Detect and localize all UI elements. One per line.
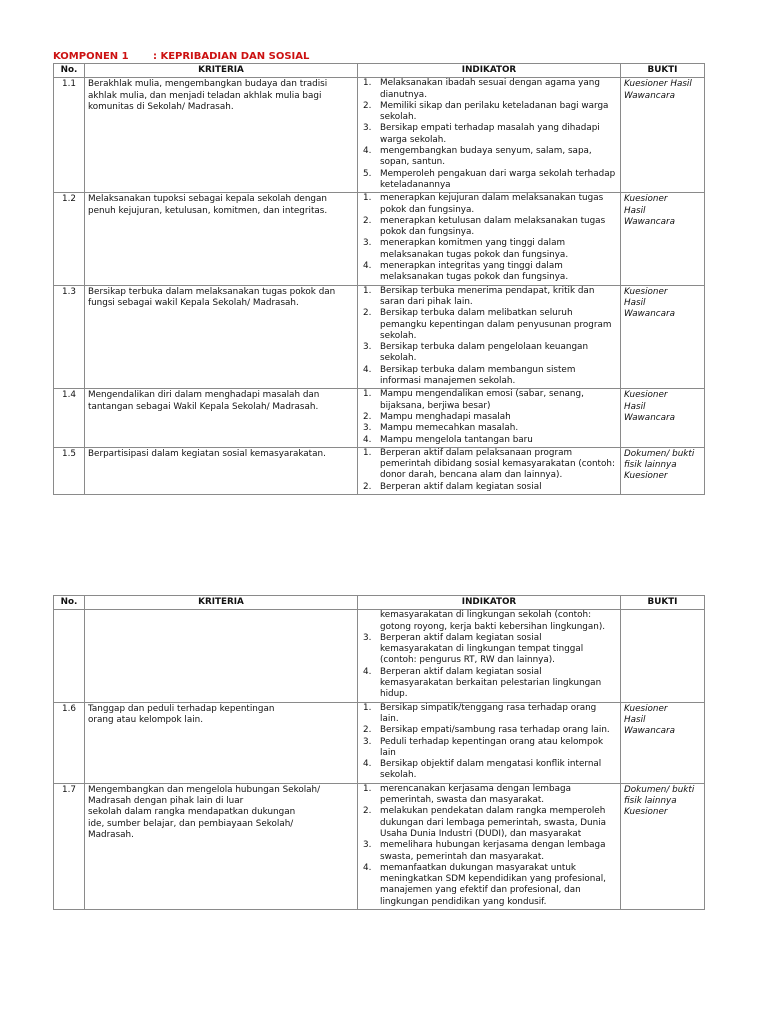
table-row: [54, 389, 705, 447]
header-bukti: BUKTI: [621, 596, 705, 610]
list-item: 1. Mampu mengendalikan emosi (sabar, senang, bijaksana, berjiwa besar): [363, 389, 584, 411]
kriteria-cell: Berakhlak mulia, mengembangkan budaya dan tradisi akhlak mulia, dan menjadi teladan akhlak mulia bagi komunitas di Sekolah/ Madrasah.: [85, 78, 358, 193]
list-item: 3. Mampu memecahkan masalah.: [363, 423, 519, 434]
list-item: 1. Berperan aktif dalam pelaksanaan program pemerintah dibidang sosial kemasyarakatan (contoh: donor darah, bencana alam dan lainnya).: [363, 447, 615, 481]
header-indikator: INDIKATOR: [358, 64, 621, 78]
indikator-list: [361, 286, 617, 388]
header-kriteria: KRITERIA: [85, 64, 358, 78]
bukti-cell: Kuesioner Hasil Wawancara: [621, 285, 705, 389]
header-no: No.: [54, 64, 85, 78]
indikator-list: [361, 193, 617, 283]
list-item: 1. menerapkan kejujuran dalam melaksanakan tugas pokok dan fungsinya.: [363, 193, 604, 215]
list-item: 3. Peduli terhadap kepentingan orang atau kelompok lain: [363, 736, 604, 758]
indikator-cell: [358, 78, 621, 193]
row-number: 1.7: [54, 783, 85, 909]
continued-text: kemasyarakatan di lingkungan sekolah (contoh: gotong royong, kerja bakti kebersihan lingkungan).: [380, 610, 606, 632]
kriteria-cell: Berpartisipasi dalam kegiatan sosial kemasyarakatan.: [85, 447, 358, 494]
indikator-list: [361, 633, 617, 701]
list-item: 3. Berperan aktif dalam kegiatan sosial kemasyarakatan di lingkungan tempat tinggal (contoh: pengurus RT, RW dan lainnya).: [363, 632, 584, 666]
indikator-cell: [358, 389, 621, 447]
list-item: 1. Melaksanakan ibadah sesuai dengan agama yang dianutnya.: [363, 78, 600, 100]
criteria-table-1: [53, 63, 705, 495]
list-item: 2. Bersikap terbuka dalam melibatkan seluruh pemangku kepentingan dalam penyusunan program sekolah.: [363, 308, 612, 341]
table-row-continuation: [54, 610, 705, 702]
table-row: [54, 702, 705, 783]
table-row: [54, 447, 705, 494]
row-number: 1.2: [54, 193, 85, 285]
header-indikator: INDIKATOR: [358, 596, 621, 610]
kriteria-cell: [85, 610, 358, 702]
list-item: 3. Bersikap empati terhadap masalah yang dihadapi warga sekolah.: [363, 123, 600, 145]
table-row: [54, 193, 705, 285]
indikator-cell: [358, 285, 621, 389]
bukti-cell: Kuesioner Hasil Wawancara: [621, 389, 705, 447]
kriteria-cell: Melaksanakan tupoksi sebagai kepala sekolah dengan penuh kejujuran, ketulusan, komitmen, dan integritas.: [85, 193, 358, 285]
table-row: [54, 78, 705, 193]
header-kriteria: KRITERIA: [85, 596, 358, 610]
list-item: 3. Bersikap terbuka dalam pengelolaan keuangan sekolah.: [363, 342, 589, 364]
indikator-cell: [358, 610, 621, 702]
indikator-list: [361, 448, 617, 493]
indikator-list: [361, 703, 617, 782]
header-no: No.: [54, 596, 85, 610]
table-row: [54, 783, 705, 909]
bukti-cell: Dokumen/ bukti fisik lainnya Kuesioner: [621, 447, 705, 494]
list-item: 2. Bersikap empati/sambung rasa terhadap orang lain.: [363, 725, 610, 736]
criteria-table-2: [53, 595, 705, 910]
bukti-cell: [621, 610, 705, 702]
list-item: 2. menerapkan ketulusan dalam melaksanakan tugas pokok dan fungsinya.: [363, 215, 606, 238]
list-item: 3. menerapkan komitmen yang tinggi dalam melaksanakan tugas pokok dan fungsinya.: [363, 238, 569, 260]
row-number: 1.1: [54, 78, 85, 193]
row-number: 1.4: [54, 389, 85, 447]
table-header-row: [54, 64, 705, 78]
indikator-list: [361, 784, 617, 908]
table-row: [54, 285, 705, 389]
kriteria-cell: Mengembangkan dan mengelola hubungan Sekolah/ Madrasah dengan pihak lain di luar sekolah dalam rangka mendapatkan dukungan ide, sumber belajar, dan pembiayaan Sekolah/ Madrasah.: [85, 783, 358, 909]
bukti-cell: Kuesioner Hasil Wawancara: [621, 702, 705, 783]
list-item: 4. Bersikap terbuka dalam membangun sistem informasi manajemen sekolah.: [363, 364, 576, 387]
bukti-cell: Dokumen/ bukti fisik lainnya Kuesioner: [621, 783, 705, 909]
list-item: 5. Memperoleh pengakuan dari warga sekolah terhadap keteladanannya: [363, 168, 616, 190]
list-item: 2. melakukan pendekatan dalam rangka memperoleh dukungan dari lembaga pemerintah, swasta, Dunia Usaha Dunia Industri (DUDI), dan masyarakat: [363, 806, 607, 839]
table-header-row: [54, 596, 705, 610]
list-item: 4. mengembangkan budaya senyum, salam, sapa, sopan, santun.: [363, 146, 592, 168]
component-title: KOMPONEN 1 : KEPRIBADIAN DAN SOSIAL: [53, 51, 310, 62]
row-number: 1.6: [54, 702, 85, 783]
list-item: 1. Bersikap simpatik/tenggang rasa terhadap orang lain.: [363, 702, 597, 724]
bukti-cell: Kuesioner Hasil Wawancara: [621, 193, 705, 285]
list-item: 4. memanfaatkan dukungan masyarakat untuk meningkatkan SDM kependidikan yang profesional, manajemen yang efektif dan profesional, dan lingkungan pendidikan yang kondusif.: [363, 862, 606, 907]
list-item: 2. Berperan aktif dalam kegiatan sosial: [363, 481, 542, 492]
list-item: 4. Berperan aktif dalam kegiatan sosial kemasyarakatan berkaitan pelestarian lingkungan hidup.: [363, 666, 602, 700]
indikator-cell: [358, 783, 621, 909]
indikator-cell: [358, 702, 621, 783]
list-item: 1. Bersikap terbuka menerima pendapat, kritik dan saran dari pihak lain.: [363, 285, 595, 307]
list-item: 4. Bersikap objektif dalam mengatasi konflik internal sekolah.: [363, 759, 602, 781]
kriteria-cell: Mengendalikan diri dalam menghadapi masalah dan tantangan sebagai Wakil Kepala Sekolah/ Madrasah.: [85, 389, 358, 447]
kriteria-cell: Bersikap terbuka dalam melaksanakan tugas pokok dan fungsi sebagai wakil Kepala Sekolah/ Madrasah.: [85, 285, 358, 389]
header-bukti: BUKTI: [621, 64, 705, 78]
row-number: [54, 610, 85, 702]
indikator-cell: [358, 447, 621, 494]
list-item: 3. memelihara hubungan kerjasama dengan lembaga swasta, pemerintah dan masyarakat.: [363, 840, 606, 862]
list-item: 4. menerapkan integritas yang tinggi dalam melaksanakan tugas pokok dan fungsinya.: [363, 261, 569, 283]
list-item: 1. merencanakan kerjasama dengan lembaga pemerintah, swasta dan masyarakat.: [363, 783, 571, 806]
row-number: 1.5: [54, 447, 85, 494]
list-item: 2. Memiliki sikap dan perilaku keteladanan bagi warga sekolah.: [363, 100, 609, 123]
indikator-list: [361, 389, 617, 445]
bukti-cell: Kuesioner Hasil Wawancara: [621, 78, 705, 193]
list-item: 4. Mampu mengelola tantangan baru: [363, 434, 533, 445]
list-item: 2. Mampu menghadapi masalah: [363, 411, 511, 422]
kriteria-cell: Tanggap dan peduli terhadap kepentingan orang atau kelompok lain.: [85, 702, 358, 783]
indikator-cell: [358, 193, 621, 285]
indikator-list: [361, 78, 617, 191]
row-number: 1.3: [54, 285, 85, 389]
